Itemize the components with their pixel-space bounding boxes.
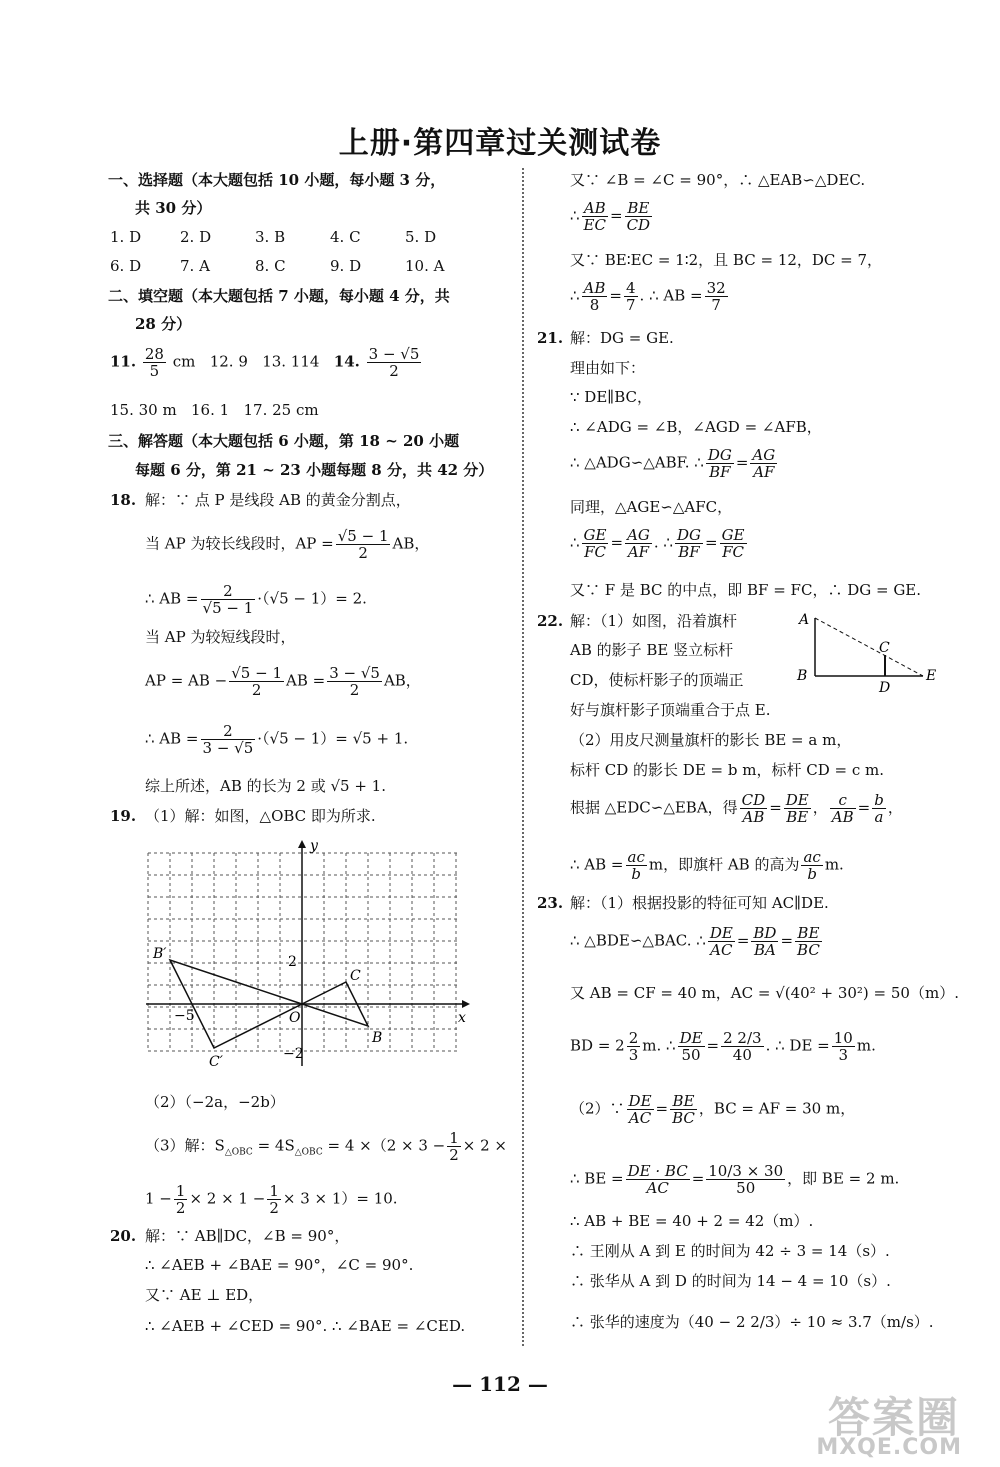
q22-line: 根据 △EDC∽△EBA，得 $\frac{CD}{AB}$ = $\frac{DE}{BE}$ ， $\frac{c}{AB}$ = $\frac{b}{a}$ ， <box>570 791 903 826</box>
x-axis-arrow <box>462 1000 470 1008</box>
q-number: 20. <box>110 1227 137 1245</box>
q18-line: ∴ AB = $\frac{2}{√5 - 1}$ ·（√5 − 1）= 2. <box>145 582 367 617</box>
mc-answer: 7. A <box>180 257 210 275</box>
q22-line: （2）用皮尺测量旗杆的影长 BE = a m， <box>570 731 852 749</box>
fill-answer: 15. 30 m <box>110 401 177 419</box>
q20-cont-line: 又∵ ∠B = ∠C = 90°，∴ △EAB∽△DEC. <box>570 171 866 189</box>
q23-line: 解：（1）根据投影的特征可知 AC∥DE. <box>570 894 829 912</box>
q19-line: 1 − $\frac{1}{2}$ × 2 × 1 − $\frac{1}{2}$ × 3 × 1）= 10. <box>145 1182 398 1217</box>
mc-answer: 2. D <box>180 228 212 246</box>
q21-line: ∴ △ADG∽△ABF. ∴ $\frac{DG}{BF}$ = $\frac{AG}{AF}$ <box>570 446 776 481</box>
q22-line: AB 的影子 BE 竖立标杆 <box>570 641 734 659</box>
section-3-heading: 三、解答题（本大题包括 6 小题，第 18 ~ 20 小题 <box>108 432 460 450</box>
fill-answer: 16. 1 <box>191 401 230 419</box>
q21-line: ∵ DE∥BC， <box>570 388 652 406</box>
q21-line: 又∵ F 是 BC 的中点，即 BF = FC，∴ DG = GE. <box>570 581 922 599</box>
point-label: C <box>879 640 890 656</box>
point-label: B′ <box>153 946 167 962</box>
mc-answer: 5. D <box>405 228 437 246</box>
section-2-heading-cont: 28 分） <box>135 315 192 333</box>
section-2-heading: 二、填空题（本大题包括 7 小题，每小题 4 分，共 <box>108 287 450 305</box>
point-label: B <box>372 1030 383 1046</box>
q23-line: ∴ 张华的速度为（40 − 2 2/3）÷ 10 ≈ 3.7（m/s）. <box>570 1313 934 1331</box>
mc-row-1 <box>110 227 480 247</box>
mc-answer: 3. B <box>255 228 286 246</box>
q20-cont-line: 又∵ BE∶EC = 1∶2，且 BC = 12，DC = 7， <box>570 251 883 269</box>
section-1-heading: 一、选择题（本大题包括 10 小题，每小题 3 分， <box>108 171 446 189</box>
q18-line: 解：∵ 点 P 是线段 AB 的黄金分割点， <box>145 491 411 509</box>
watermark-logo: 答案圈 <box>827 1393 960 1442</box>
q18-line: AP = AB − $\frac{√5 - 1}{2}$ AB = $\frac{3 - √5}{2}$ AB， <box>145 664 421 699</box>
tick-label: 2 <box>288 954 297 970</box>
q21-line: 同理，△AGE∽△AFC， <box>570 498 733 516</box>
q23-line: ∴ AB + BE = 40 + 2 = 42（m）. <box>570 1212 814 1230</box>
q22-line: ∴ AB = $\frac{ac}{b}$ m，即旗杆 AB 的高为 $\frac{ac}{b}$ m. <box>570 848 844 883</box>
q20-line: ∴ ∠AEB + ∠CED = 90°. ∴ ∠BAE = ∠CED. <box>145 1317 466 1335</box>
q21-line: 理由如下： <box>570 359 646 377</box>
watermark-url: MXQE.COM <box>816 1435 962 1460</box>
fill-answer: 12. 9 <box>209 352 248 371</box>
q-number: 22. <box>537 612 564 630</box>
mc-row-2 <box>110 256 480 276</box>
page-title: 上册·第四章过关测试卷 <box>338 126 662 161</box>
fill-row-2 <box>110 400 319 420</box>
q22-line: 好与旗杆影子顶端重合于点 E. <box>570 701 771 719</box>
q19-line: （2）（−2a，−2b） <box>145 1093 285 1111</box>
q23-line: （2）∵ $\frac{DE}{AC}$ = $\frac{BE}{BC}$ ，BC = AF = 30 m， <box>570 1092 856 1127</box>
q-number: 11. <box>110 352 137 371</box>
q21-line: ∴ ∠ADG = ∠B，∠AGD = ∠AFB， <box>570 418 822 436</box>
q23-line: BD = 2 $\frac{2}{3}$ m. ∴ $\frac{DE}{50}$ = $\frac{2 2/3}{40}$ . ∴ DE = $\frac{10}{3}$ m. <box>570 1029 876 1064</box>
y-axis-arrow <box>298 840 306 848</box>
q-number: 19. <box>110 807 137 825</box>
q21-line: ∴ $\frac{GE}{FC}$ = $\frac{AG}{AF}$ . ∴ $\frac{DG}{BF}$ = $\frac{GE}{FC}$ <box>570 526 745 561</box>
q23-line: ∴ △BDE∽△BAC. ∴ $\frac{DE}{AC}$ = $\frac{BD}{BA}$ = $\frac{BE}{BC}$ <box>570 924 820 959</box>
point-label: E <box>926 668 937 684</box>
column-divider <box>522 168 524 1346</box>
q22-line: 解：（1）如图，沿着旗杆 <box>570 612 738 630</box>
q20-line: 解：∵ AB∥DC，∠B = 90°， <box>145 1227 350 1245</box>
mc-answer: 4. C <box>330 228 361 246</box>
q18-line: 当 AP 为较短线段时， <box>145 628 296 646</box>
q22-line: CD，使标杆影子的顶端正 <box>570 671 744 689</box>
q22-line: 标杆 CD 的影长 DE = b m，标杆 CD = c m. <box>570 761 885 779</box>
fraction: $\frac{28}{5}$ <box>144 345 164 380</box>
q20-cont-line: ∴ $\frac{AB}{EC}$ = $\frac{BE}{CD}$ <box>570 199 651 234</box>
q23-line: ∴ 张华从 A 到 D 的时间为 14 − 4 = 10（s）. <box>570 1272 891 1290</box>
y-axis-label: y <box>310 838 318 854</box>
q23-line: ∴ 王刚从 A 到 E 的时间为 42 ÷ 3 = 14（s）. <box>570 1242 890 1260</box>
q20-line: ∴ ∠AEB + ∠BAE = 90°，∠C = 90°. <box>145 1256 414 1274</box>
point-label: C <box>350 968 361 984</box>
q-number: 18. <box>110 491 137 509</box>
flagpole-figure <box>795 608 945 693</box>
q18-line: ∴ AB = $\frac{2}{3 - √5}$ ·（√5 − 1）= √5 + 1. <box>145 722 409 757</box>
sun-ray <box>815 618 923 676</box>
tick-label: −2 <box>283 1046 304 1062</box>
q-number: 14. <box>333 352 360 371</box>
q21-line: 解：DG = GE. <box>570 329 674 347</box>
q19-line: （1）解：如图，△OBC 即为所求. <box>145 807 376 825</box>
origin-label: O <box>289 1010 301 1026</box>
mc-answer: 1. D <box>110 228 142 246</box>
fill-answer: 17. 25 cm <box>243 401 319 419</box>
tick-label: −5 <box>174 1008 195 1024</box>
fraction: $\frac{3 - √5}{2}$ <box>368 345 420 380</box>
fill-answer: 13. 114 <box>262 352 320 371</box>
q19-line: （3）解：$S_{\triangle OBC} = 4S_{\triangle OBC} = 4 \times(2 \times 3$ − $\frac{1}{2}$ × 2 × <box>145 1129 507 1164</box>
q-number: 23. <box>537 894 564 912</box>
point-label: A <box>799 612 810 628</box>
section-1-heading-cont: 共 30 分） <box>135 199 212 217</box>
point-label: B <box>797 668 808 684</box>
q18-line: 综上所述，AB 的长为 2 或 √5 + 1. <box>145 777 386 795</box>
q20-cont-line: ∴ $\frac{AB}{8}$ = $\frac{4}{7}$ . ∴ AB = $\frac{32}{7}$ <box>570 279 726 314</box>
page-number: — 112 — <box>452 1372 548 1396</box>
q-number: 21. <box>537 329 564 347</box>
mc-answer: 6. D <box>110 257 142 275</box>
point-label: D <box>879 680 891 693</box>
coordinate-graph <box>140 838 480 1073</box>
mc-answer: 10. A <box>405 257 445 275</box>
mc-answer: 9. D <box>330 257 362 275</box>
unit: cm <box>172 352 196 371</box>
mc-answer: 8. C <box>255 257 286 275</box>
x-axis-label: x <box>458 1010 466 1026</box>
fill-row-1 <box>110 346 423 379</box>
section-3-heading-cont: 每题 6 分，第 21 ~ 23 小题每题 8 分，共 42 分） <box>135 461 494 479</box>
q23-line: ∴ BE = $\frac{DE \cdot BC}{AC}$ = $\frac{10/3 \times 30}{50}$ ，即 BE = 2 m. <box>570 1162 900 1197</box>
q20-line: 又∵ AE ⊥ ED， <box>145 1286 264 1304</box>
point-label: C′ <box>209 1054 223 1070</box>
q23-line: 又 AB = CF = 40 m，AC = √(40² + 30²) = 50（m）. <box>570 984 959 1002</box>
q18-line: 当 AP 为较长线段时，AP = $\frac{√5 - 1}{2}$ AB， <box>145 527 430 562</box>
